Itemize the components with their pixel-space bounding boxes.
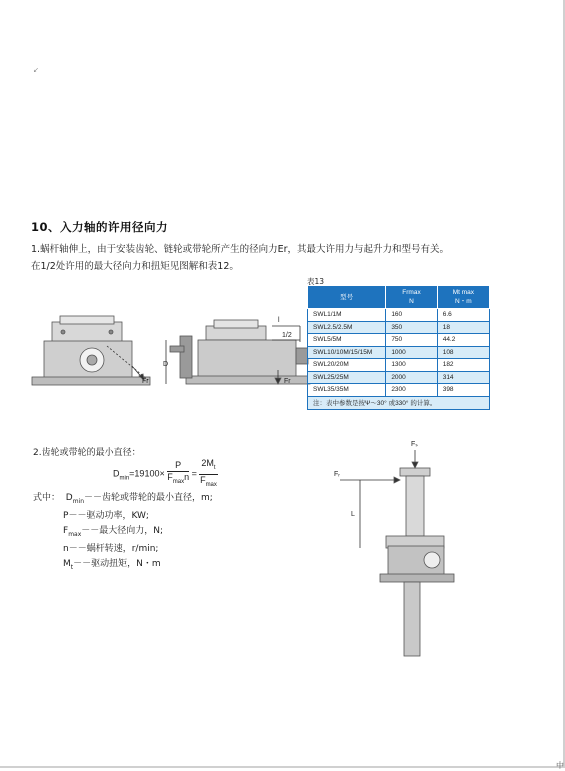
formula-title: 2.齿轮或带轮的最小直径： (33, 448, 141, 458)
legend-row: $M_t--$驱动扭矩，N・m (63, 558, 161, 571)
legend-row: 式中： $D_{min}--$齿轮或带轮的最小直径，m; (33, 493, 213, 505)
fs-label: Fₛ (411, 441, 418, 448)
fraction-1: $\frac{P}{F_{max}n}$ (167, 460, 190, 486)
side-view-drawing (166, 320, 310, 384)
d-label: D (163, 361, 169, 368)
intro-paragraph-2: 在1/2处许用的最大径向力和扭矩见图解和表12。 (31, 261, 239, 272)
scan-mark: ↙ (33, 66, 39, 74)
vertical-jack-drawing (340, 450, 454, 656)
fr-label-left: Fr (142, 378, 149, 385)
table-row: SWL1/1M 160 6.6 (308, 309, 490, 322)
fr-label-right: Fr (284, 378, 291, 385)
table-row: SWL25/25M 2000 314 (308, 371, 490, 384)
legend-row: P－－驱动功率，KW; (63, 511, 149, 522)
table-row: SWL20/20M 1300 182 (308, 359, 490, 372)
l-label: l (278, 317, 280, 324)
formula: $D_{min}=19100\times$ $\frac{P}{F_{max}n}$ = $\frac{2M_t}{F_{max}}$ (113, 458, 218, 491)
header-model: 型号 (308, 286, 386, 309)
formula-legend (33, 491, 213, 575)
table-row: SWL10/10M/15/15M 1000 108 (308, 346, 490, 359)
section-title: 10、入力轴的许用径向力 (31, 220, 169, 234)
table-row: SWL2.5/2.5M 350 18 (308, 321, 490, 334)
corner-mark: 中 (556, 761, 564, 770)
table-row: SWL35/35M 2300 398 (308, 384, 490, 397)
legend-row: $F_{max}--$最大径向力，N; (63, 525, 164, 538)
header-mtmax: Mt max N・m (437, 286, 489, 309)
fr-side-label: Fᵣ (334, 471, 340, 478)
legend-row: n－－蜗杆转速，r/min; (63, 544, 159, 555)
fraction-2: $\frac{2M_t}{F_{max}}$ (200, 458, 217, 488)
table-row: SWL5/5M 750 44.2 (308, 334, 490, 347)
intro-paragraph-1: 1.蜗杆轴伸上，由于安装齿轮、链轮或带轮所产生的径向力Er，其最大许用力与起升力和型号有关。 (31, 244, 449, 255)
header-frmax: Frmax N (386, 286, 437, 309)
table-note: 注：表中参数是按Ψ～30° 或330° 的计算。 (308, 396, 490, 409)
table-caption: 表13 (307, 277, 325, 286)
front-view-drawing (32, 316, 150, 385)
spec-table (307, 285, 490, 410)
l-big-label: L (351, 511, 355, 518)
half-label: 1/2 (282, 332, 292, 339)
